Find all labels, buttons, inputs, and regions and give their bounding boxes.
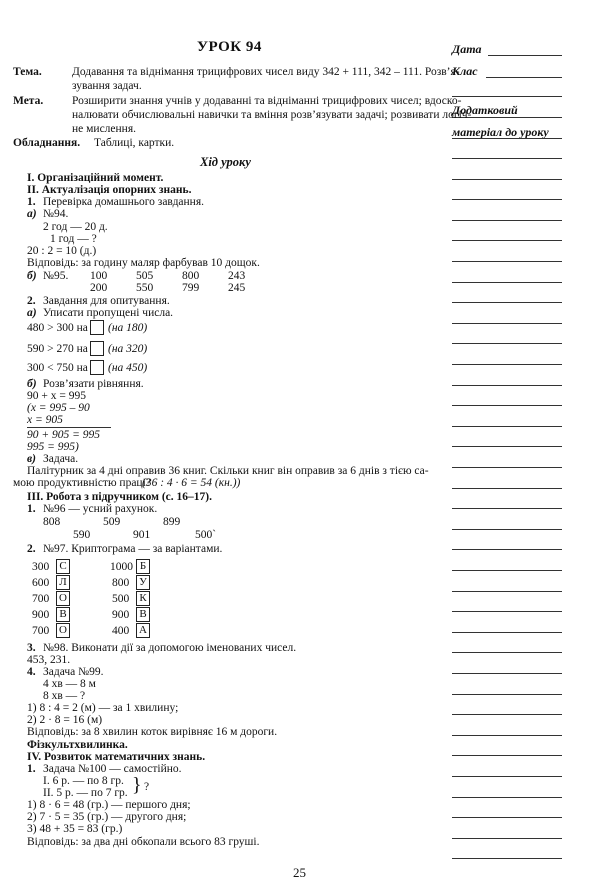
equation-divider (27, 427, 111, 428)
item-text: №98. Виконати дії за допомогою іменованих чисел. (43, 642, 297, 654)
number-cell: 245 (228, 282, 246, 294)
item-text: Задача №99. (43, 666, 104, 678)
topic-text-2: зування задач. (72, 80, 142, 92)
fill-answer: (на 180) (108, 322, 148, 334)
course-title: Хід уроку (200, 155, 251, 169)
item-number: 1. (27, 503, 36, 515)
calc-line: 2) 7 · 5 = 35 (гр.) — другого дня; (27, 811, 187, 823)
equation-check: 90 + 905 = 995 (27, 429, 101, 441)
fill-answer: (на 320) (108, 343, 148, 355)
notes-rule-line (452, 570, 562, 571)
topic-label: Тема. (13, 66, 42, 78)
answer-line: 453, 231. (27, 654, 71, 666)
number-cell: 505 (136, 270, 154, 282)
oral-number: 899 (163, 516, 181, 528)
answer-box (90, 341, 104, 356)
notes-rule-line (452, 797, 562, 798)
data-line: 2 год — 20 д. (43, 221, 108, 233)
sidebar-line (452, 96, 562, 97)
topic-text-1: Додавання та віднімання трицифрових чисел виду 342 + 111, 342 – 111. Розв’я- (72, 66, 460, 78)
goal-text-1: Розширити знання учнів у додаванні та відніманні трицифрових чисел; вдоско- (72, 95, 462, 107)
item-text: №97. Криптограма — за варіантами. (43, 543, 223, 555)
notes-rule-line (452, 302, 562, 303)
equation: 90 + x = 995 (27, 390, 86, 402)
sub-text: Розв’язати рівняння. (43, 378, 144, 390)
crypto-number: 500 (112, 593, 130, 605)
oral-number: 590 (73, 529, 91, 541)
notes-rule-line (452, 158, 562, 159)
sidebar-line (452, 138, 562, 139)
crypto-number: 900 (32, 609, 50, 621)
crypto-letter: Б (136, 559, 150, 574)
notes-rule-line (452, 488, 562, 489)
notes-rule-line (452, 858, 562, 859)
notes-rule-line (452, 282, 562, 283)
sub-text: №95. (43, 270, 69, 282)
data-line: 8 хв — ? (43, 690, 86, 702)
item-text: Задача №100 — самостійно. (43, 763, 182, 775)
notes-rule-line (452, 549, 562, 550)
physical-break: Фізкультхвилинка. (27, 739, 128, 751)
notes-rule-line (452, 673, 562, 674)
notes-rule-line (452, 591, 562, 592)
item-text: Завдання для опитування. (43, 295, 170, 307)
notes-rule-line (452, 776, 562, 777)
fill-expression: 300 < 750 на (27, 362, 88, 374)
calc-line: 1) 8 · 6 = 48 (гр.) — першого дня; (27, 799, 191, 811)
task-solution: (36 : 4 · 6 = 54 (кн.)) (142, 477, 241, 489)
equation-solution: (x = 995 – 90 (27, 402, 90, 414)
item-number: 2. (27, 543, 36, 555)
calc-line: 20 : 2 = 10 (д.) (27, 245, 97, 257)
goal-text-2: налювати обчислювальні навички та вміння розв’язувати задачі; розвивати логіч- (72, 109, 472, 121)
crypto-letter: О (56, 591, 70, 606)
question-mark: ? (144, 781, 150, 793)
date-line (488, 55, 562, 56)
item-number: 2. (27, 295, 36, 307)
lesson-title: УРОК 94 (197, 39, 262, 55)
crypto-number: 600 (32, 577, 50, 589)
class-label: Клас (452, 64, 478, 78)
crypto-number: 400 (112, 625, 130, 637)
number-cell: 800 (182, 270, 200, 282)
sub-label: б) (27, 378, 37, 390)
equipment-label: Обладнання. (13, 137, 81, 149)
number-cell: 243 (228, 270, 246, 282)
item-number: 3. (27, 642, 36, 654)
number-cell: 200 (90, 282, 108, 294)
calc-line: 2) 2 · 8 = 16 (м) (27, 714, 103, 726)
item-number: 1. (27, 763, 36, 775)
answer-line: Відповідь: за два дні обкопали всього 83 груші. (27, 836, 260, 848)
sub-label: в) (27, 453, 36, 465)
notes-rule-line (452, 508, 562, 509)
goal-text-3: не мислення. (72, 123, 136, 135)
crypto-letter: В (56, 607, 70, 622)
notes-rule-line (452, 343, 562, 344)
crypto-letter: А (136, 623, 150, 638)
section-actualization: II. Актуалізація опорних знань. (27, 184, 192, 196)
oral-number: 500` (195, 529, 217, 541)
answer-line: Відповідь: за 8 хвилин коток вирівняє 16 м дороги. (27, 726, 278, 738)
notes-rule-line (452, 385, 562, 386)
sub-label: а) (27, 307, 37, 319)
answer-box (90, 360, 104, 375)
fill-expression: 590 > 270 на (27, 343, 88, 355)
page-number: 25 (293, 865, 306, 880)
answer-box (90, 320, 104, 335)
crypto-letter: У (136, 575, 150, 590)
brace: } (132, 774, 142, 796)
notes-rule-line (452, 529, 562, 530)
crypto-letter: К (136, 591, 150, 606)
answer-line: Відповідь: за годину маляр фарбував 10 дощок. (27, 257, 260, 269)
notes-rule-line (452, 714, 562, 715)
calc-line: 3) 48 + 35 = 83 (гр.) (27, 823, 123, 835)
fill-answer: (на 450) (108, 362, 148, 374)
section-organizational: I. Організаційний момент. (27, 172, 164, 184)
notes-rule-line (452, 817, 562, 818)
item-number: 1. (27, 196, 36, 208)
goal-label: Мета. (13, 95, 44, 107)
oral-number: 808 (43, 516, 61, 528)
crypto-number: 900 (112, 609, 130, 621)
extra-material-label-2: матеріал до уроку (452, 125, 549, 139)
task-text: Палітурник за 4 дні оправив 36 книг. Скільки книг він оправив за 6 днів з тією са- (27, 465, 429, 477)
equation-check: 995 = 995) (27, 441, 79, 453)
number-cell: 799 (182, 282, 200, 294)
data-line: 1 год — ? (50, 233, 97, 245)
notes-rule-line (452, 240, 562, 241)
sub-label: а) (27, 208, 37, 220)
data-line: I. 6 р. — по 8 гр. (43, 775, 124, 787)
notes-rule-line (452, 838, 562, 839)
sub-label: б) (27, 270, 37, 282)
item-number: 4. (27, 666, 36, 678)
notes-rule-line (452, 199, 562, 200)
notes-rule-line (452, 323, 562, 324)
notes-rule-line (452, 735, 562, 736)
extra-material-label-1: Додатковий (452, 103, 518, 117)
notes-rule-line (452, 405, 562, 406)
notes-rule-line (452, 426, 562, 427)
crypto-number: 700 (32, 593, 50, 605)
calc-line: 1) 8 : 4 = 2 (м) — за 1 хвилину; (27, 702, 179, 714)
crypto-number: 1000 (110, 561, 133, 573)
notes-rule-line (452, 652, 562, 653)
crypto-letter: Л (56, 575, 70, 590)
number-cell: 100 (90, 270, 108, 282)
section-textbook: III. Робота з підручником (с. 16–17). (27, 491, 212, 503)
data-line: 4 хв — 8 м (43, 678, 96, 690)
sub-text: Задача. (43, 453, 79, 465)
crypto-number: 300 (32, 561, 50, 573)
notes-rule-line (452, 694, 562, 695)
equation-solution: x = 905 (27, 414, 63, 426)
sub-text: Уписати пропущені числа. (43, 307, 174, 319)
number-cell: 550 (136, 282, 154, 294)
notes-rule-line (452, 261, 562, 262)
notes-rule-line (452, 755, 562, 756)
sub-text: №94. (43, 208, 69, 220)
item-text: Перевірка домашнього завдання. (43, 196, 204, 208)
date-label: Дата (452, 42, 482, 56)
notes-rule-line (452, 467, 562, 468)
crypto-letter: В (136, 607, 150, 622)
notes-rule-line (452, 220, 562, 221)
task-text: мою продуктивністю праці? (13, 477, 151, 489)
notes-rule-line (452, 179, 562, 180)
fill-expression: 480 > 300 на (27, 322, 88, 334)
class-line (486, 77, 562, 78)
notes-rule-line (452, 611, 562, 612)
crypto-number: 800 (112, 577, 130, 589)
notes-rule-line (452, 446, 562, 447)
crypto-letter: С (56, 559, 70, 574)
crypto-letter: О (56, 623, 70, 638)
section-development: IV. Розвиток математичних знань. (27, 751, 206, 763)
oral-number: 901 (133, 529, 151, 541)
equipment-text: Таблиці, картки. (94, 137, 175, 149)
crypto-number: 700 (32, 625, 50, 637)
notes-rule-line (452, 364, 562, 365)
oral-number: 509 (103, 516, 121, 528)
data-line: II. 5 р. — по 7 гр. (43, 787, 128, 799)
notes-rule-line (452, 632, 562, 633)
item-text: №96 — усний рахунок. (43, 503, 158, 515)
